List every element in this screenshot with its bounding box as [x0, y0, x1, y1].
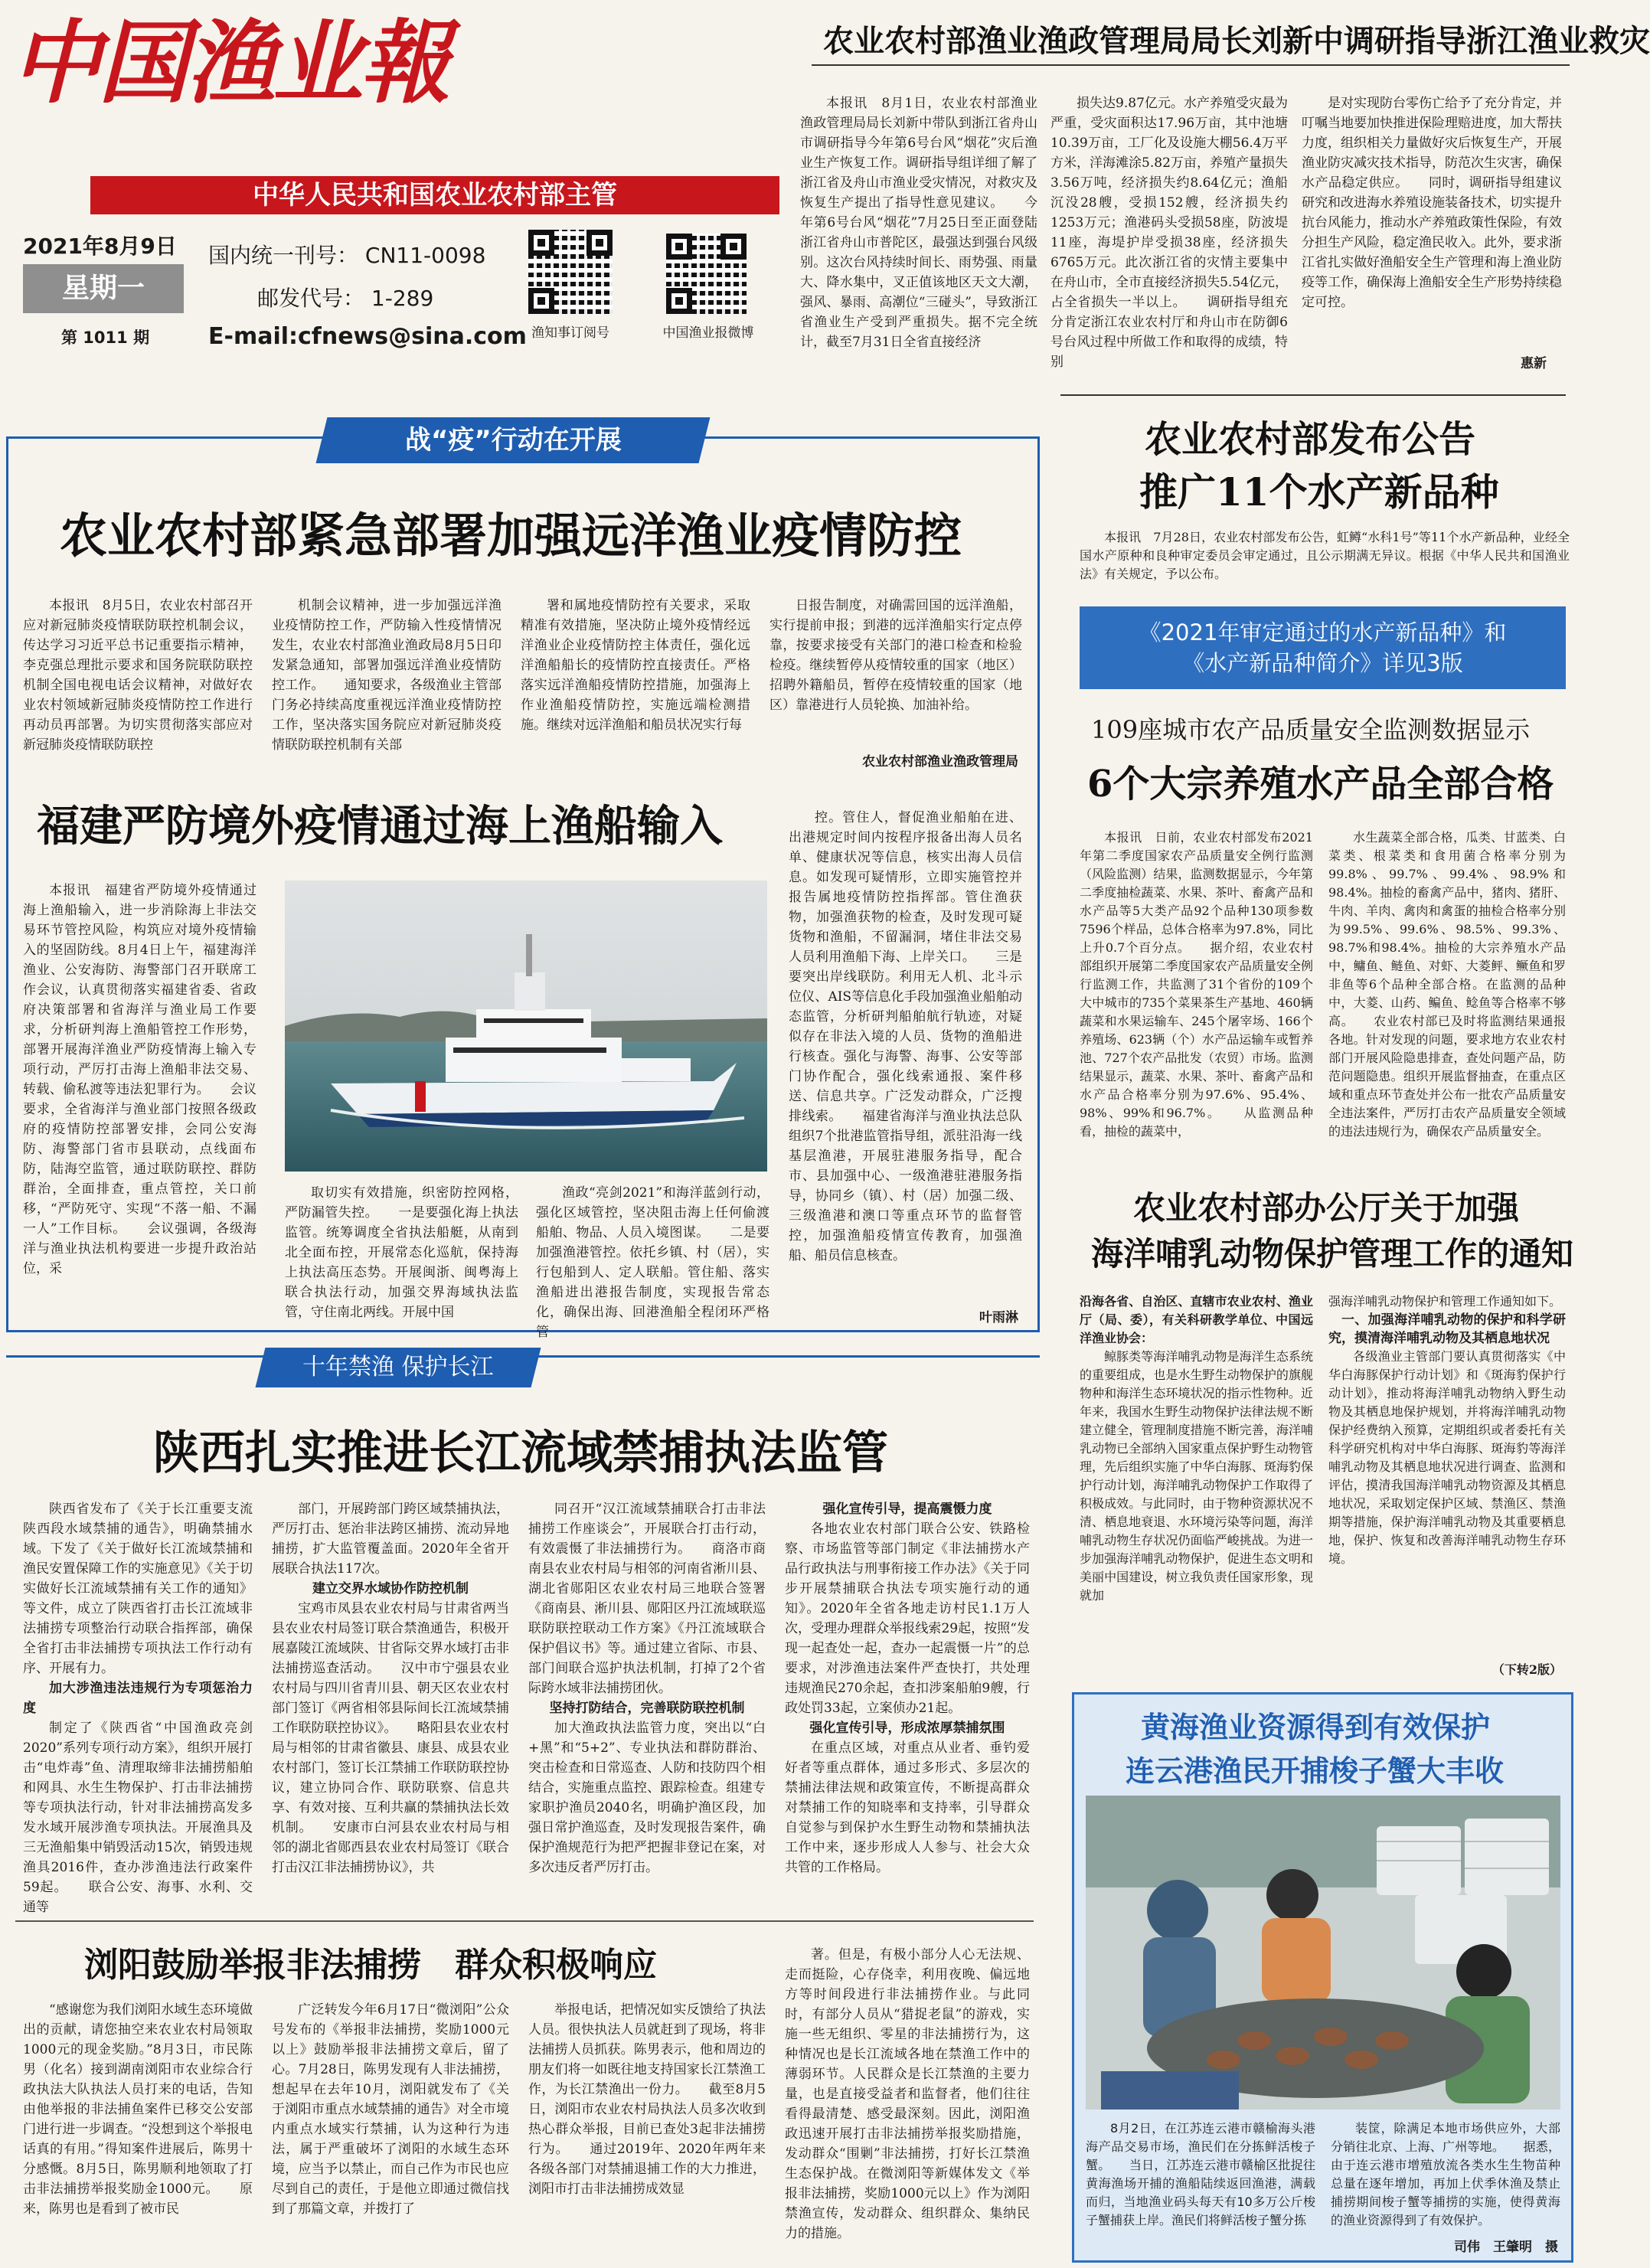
- right-news1-title-2: 推广11个水产新品种: [1139, 469, 1499, 515]
- covid-a1-col2: 机制会议精神，进一步加强远洋渔业疫情防控工作，严防输入性疫情情况发生，农业农村部渔业渔政局8月5日印发紧急通知，部署加强远洋渔业疫情防控工作。 通知要求，各级渔业主管部门务必持续高度重视远洋渔业疫情防控工作，坚决落实国务院应对新冠肺炎疫情联防联控机制有关部: [272, 598, 502, 753]
- yangtze-col2-subhead: 建立交界水域协作防控机制: [312, 1581, 469, 1596]
- qr-label-subscribe: 渔知事订阅号: [531, 325, 609, 341]
- supervisor-banner: 中华人民共和国农业农村部主管: [90, 176, 779, 214]
- email: E-mail:cfnews@sina.com: [208, 323, 527, 350]
- right-news4-caption-1: 8月2日，在江苏连云港市赣榆海头港海产品交易市场，渔民们在分拣鲜活梭子蟹。 当日，江苏连云港市赣榆区批捉往黄海渔场开捕的渔船陆续返回渔港，满载而归，当地渔业码头每天有10多万公斤梭子蟹捕获上岸。渔民们将鲜活梭子蟹分拣: [1086, 2121, 1315, 2227]
- cn-number: 国内统一刊号： CN11-0098: [208, 243, 486, 268]
- top-article-col3: 是对实现防台零伤亡给予了充分肯定，并叮嘱当地要加快推进保险理赔进度，加大帮扶力度，组织相关力量做好灾后恢复生产，开展渔业防灾减灾技术指导，防范次生灾害，确保水产品稳定供应。 同时，调研指导组建议研究和改进海水养殖设施装备技术，切实提升抗台风能力，推动水产养殖政策性保险，有效分担生产风险，稳定渔民收入。此外，要求浙江省扎实做好渔船安全生产管理和海上渔业防疫等工作，确保海上渔船安全生产形势持续稳定可控。: [1302, 96, 1562, 310]
- right-news3-subhead: 一、加强海洋哺乳动物的保护和科学研究，摸清海洋哺乳动物及其栖息地状况: [1328, 1312, 1566, 1346]
- right-news4-title-2: 连云港渔民开捕梭子蟹大丰收: [1126, 1753, 1505, 1788]
- right-news1-box-line-2: 《水产新品种简介》详见3版: [1182, 650, 1463, 676]
- right-news3-continued: （下转2版）: [1492, 1662, 1562, 1677]
- yangtze-col2: 部门，开展跨部门跨区域禁捕执法，严厉打击、惩治非法跨区捕捞、流动异地捕捞，扩大监管覆盖面。2020年全省开展联合执法117次。 建立交界水域协作防控机制 宝鸡市凤县农业农村局与甘肃省两当县农业农村局签订联合禁渔通告，积极开展嘉陵江流域陕、甘省际交界水域打击非法捕捞巡查活动。 汉中市宁强县农业农村局与四川省青川县、朝天区农业农村部门签订《两省相邻县际间长江流域禁捕工作联防联控协议》。 略阳县农业农村局与相邻的甘肃省徽县、康县、成县农业农村部门，签订长江禁捕工作联防联控协议，建立协同合作、联防联察、信息共享、有效对接、互利共赢的禁捕执法长效机制。 安康市白河县农业农村局与相邻的湖北省郧西县农业农村局签订《联合打击汉江非法捕捞协议》，共: [272, 1502, 509, 1875]
- right-news3-title-1: 农业农村部办公厅关于加强: [1133, 1189, 1520, 1227]
- liuyang-rule: [15, 1920, 1034, 1922]
- covid-a1-col4: 日报告制度，对确需回国的远洋渔船，实行提前申报；到港的远洋渔船实行定点停靠，按要求接受有关部门的港口检查和检验检疫。继续暂停从疫情较重的国家（地区）招聘外籍船员，暂停在疫情较重的国家（地区）靠港进行人员轮换、加油补给。: [769, 598, 1022, 713]
- yangtze-headline: 陕西扎实推进长江流域禁捕执法监管: [153, 1426, 888, 1480]
- top-article-col1: 本报讯 8月1日，农业农村部渔业渔政管理局局长刘新中带队到浙江省舟山市调研指导今年第6号台风“烟花”灾后渔业生产恢复工作。调研指导组详细了解了浙江省及舟山市渔业受灾情况，对救灾及恢复生产提出了指导性意见建议。 今年第6号台风“烟花”7月25日至正面登陆浙江省舟山市普陀区，最强达到强台风级别。这次台风持续时间长、雨势强、雨量大、降水集中，叉正值该地区天文大潮，强风、暴雨、高潮位“三碰头”，导致浙江省渔业生产受到严重损失。据不完全统计，截至7月31日全省直接经济: [800, 96, 1037, 350]
- yangtze-col1-subhead: 加大涉渔违法违规行为专项惩治力度: [23, 1681, 253, 1716]
- yangtze-col4: 强化宣传引导，提高震慑力度 各地农业农村部门联合公安、铁路检察、市场监管等部门制定《非法捕捞水产品行政执法与刑事衔接工作办法》《关于同步开展禁捕联合执法专项实施行动的通知》。2020年全省各地走访村民1.1万人次，受理办理群众举报线索29起，按照“发现一起查处一起，查办一起震慑一片”的总要求，对涉渔违法案件严查快打，共处理违规渔民270余起，查扣涉案船舶9艘，行政处罚33起，立案侦办21起。 强化宣传引导，形成浓厚禁捕氛围 在重点区域，对重点从业者、垂钓爱好者等重点群体，通过多形式、多层次的禁捕法律法规和政策宣传，不断提高群众对禁捕工作的知晓率和支持率，引导群众自觉参与到保护水生野生动物和禁捕执法工作中来，逐步形成人人参与、社会大众共管的工作格局。: [785, 1499, 1030, 1905]
- yangtze-col4-subhead-1: 强化宣传引导，提高震慑力度: [822, 1502, 992, 1517]
- top-article-col2: 损失达9.87亿元。水产养殖受灾最为严重，受灾面积达17.96万亩，其中池塘10.39万亩，工厂化及设施大棚56.4万平方米，洋海滩涂5.82万亩，养殖产量损失3.56万吨，经济损失约8.64亿元；渔船沉没28艘，受损152艘，经济损失约1253万元；渔港码头受损58座，防波堤11座，海堤护岸受损38座，经济损失6765万元。此次浙江省的灾情主要集中在舟山市，全市直接经济损失5.54亿元，占全省损失一半以上。 调研指导组充分肯定浙江农业农村厅和舟山市在防御6号台风过程中所做工作和取得的成绩，特别: [1050, 96, 1288, 370]
- covid-a2-col3: 渔政“亮剑2021”和海洋蓝剑行动，强化区域管控，坚决阻击海上任何偷渡船舶、物品、人员入境图谋。 二是要加强渔港管控。依托乡镇、村（居），实行包船到人、定人联船。管住船、落实渔船进出港报告制度，实现报告常态化，确保出海、回港渔船全程闭环严格管: [536, 1185, 769, 1340]
- covid-headline-2: 福建严防境外疫情通过海上渔船输入: [37, 801, 723, 851]
- right-news1-box: [1080, 606, 1566, 689]
- liuyang-headline: 浏阳鼓励举报非法捕捞 群众积极响应: [84, 1946, 657, 1985]
- qr-code-subscribe[interactable]: [528, 230, 613, 314]
- liuyang-col4: 著。但是，有极小部分人心无法规、走而挺险，心存侥幸，利用夜晚、偏远地方等时间段进行非法捕捞作业。与此同时，有部分人员从“猎捉老鼠”的游戏，实施一些无组织、零星的非法捕捞行为，这种情况也是长江流域各地在禁渔工作中的薄弱环节。人民群众是长江禁渔的主要力量，也是直接受益者和监督者，他们往往看得最清楚、感受最深刻。因此，浏阳渔政迅速开展打击非法捕捞举报奖励措施，发动群众“围剿”非法捕捞，打好长江禁渔生态保护战。在微浏阳等新媒体发文《举报非法捕捞，奖励1000元以上》作为浏阳禁渔宣传，发动群众、组织群众、集纳民力的措施。: [785, 1947, 1030, 2241]
- weekday-badge: 星期一: [23, 264, 184, 313]
- issue-date: 2021年8月9日: [23, 234, 177, 259]
- right-news4-title-1: 黄海渔业资源得到有效保护: [1141, 1710, 1491, 1744]
- fishery-patrol-ship-photo: [285, 881, 767, 1172]
- right-news2-kicker: 109座城市农产品质量安全监测数据显示: [1091, 715, 1531, 744]
- right-news1-title-1: 农业农村部发布公告: [1145, 418, 1476, 461]
- yangtze-col3: 同召开“汉江流域禁捕联合打击非法捕捞工作座谈会”，开展联合打击行动，有效震慑了非法捕捞行为。 商洛市商南县农业农村局与相邻的河南省淅川县、湖北省郧阳区农业农村局三地联合签署《商南县、淅川县、郧阳区丹江流域联巡联防联控联动工作方案》《丹江流域联合保护倡议书》等。通过建立省际、市县、部门间联合巡护执法机制，打掉了2个省际跨水域非法捕捞团伙。 坚持打防结合，完善联防联控机制 加大渔政执法监管力度，突出以“白+黑”和“5+2”、专业执法和群防群治、突击检查和日常巡查、人防和技防四个相结合，实施重点监控、跟踪检查。组建专家职护渔员2040名，明确护渔区段，加强日常护渔巡查，及时发现报告案件，确保护渔规范行为把严把握非登记在案，对多次违反者严厉打击。: [528, 1502, 766, 1875]
- yangtze-col4-subhead-2: 强化宣传引导，形成浓厚禁捕氛围: [809, 1721, 1005, 1736]
- crab-sorting-photo: [1086, 1796, 1560, 2110]
- covid-a2-col1: 本报讯 福建省严防境外疫情通过海上渔船输入，进一步消除海上非法交易环节管控风险，构筑应对境外疫情输入的坚固防线。8月4日上午，福建海洋渔业、公安海防、海警部门召开联席工作会议，认真贯彻落实福建省委、省政府决策部署和省海洋与渔业局工作要求，分析研判海上渔船管控工作形势，部署开展海洋渔业严防疫情海上输入专项行动，严厉打击海上渔船非法交易、转载、偷私渡等违法犯罪行为。 会议要求，全省海洋与渔业部门按照各级政府的疫情防控部署安排，会同公安海防、海警部门省市县联动，点线面布防，陆海空监管，通过联防联控、群防群治，全面排查，重点管控，关口前移，“严防死守、实现“不落一船、不漏一人”工作目标。 会议强调，各级海洋与渔业执法机构要进一步提升政治站位，采: [23, 883, 256, 1276]
- liuyang-col1: “感谢您为我们浏阳水域生态环境做出的贡献，请您抽空来农业农村局领取1000元的现金奖励。”8月3日，市民陈男（化名）接到湖南浏阳市农业综合行政执法大队执法人员打来的电话，告知由他举报的非法捕鱼案件已移交公安部门进行进一步调查。“没想到这个举报电话真的有用。”得知案件进展后，陈男十分感慨。8月5日，陈男顺利地领取了打击非法捕捞举报奖励金1000元。 原来，陈男也是看到了被市民: [23, 2002, 253, 2217]
- right-news1-box-line-1: 《2021年审定通过的水产新品种》和: [1139, 619, 1507, 645]
- covid-section-tag: 战“疫”行动在开展: [316, 417, 711, 463]
- logo: 中国渔业報: [11, 9, 448, 116]
- right-news3-title-2: 海洋哺乳动物保护管理工作的通知: [1091, 1235, 1574, 1273]
- covid-headline-1: 农业农村部紧急部署加强远洋渔业疫情防控: [60, 508, 962, 564]
- liuyang-col3: 举报电话，把情况如实反馈给了执法人员。很快执法人员就赶到了现场，将非法捕捞人员抓获。陈男表示，他和周边的朋友们将一如既往地支持国家长江禁渔工作，为长江禁渔出一份力。 截至8月5日，浏阳市农业农村局执法人员多次收到热心群众举报，目前已查处3起非法捕捞行为。 通过2019年、2020年两年来各级各部门对禁捕退捕工作的大力推进，浏阳市打击非法捕捞成效显: [528, 2002, 766, 2197]
- covid-a1-col1: 本报讯 8月5日，农业农村部召开应对新冠肺炎疫情联防联控机制会议，传达学习习近平总书记重要指示精神，李克强总理批示要求和国务院联防联控机制全国电视电话会议精神，对做好农业农村领域新冠肺炎疫情防控工作进行再动员再部署。为切实贯彻落实部应对新冠肺炎疫情联防联控: [23, 598, 253, 753]
- qr-label-weibo: 中国渔业报微博: [662, 325, 754, 341]
- right-news3-addressee: 沿海各省、自治区、直辖市农业农村、渔业厅（局、委），有关科研教学单位、中国远洋渔业协会：: [1080, 1294, 1313, 1345]
- right-news3-col1: 沿海各省、自治区、直辖市农业农村、渔业厅（局、委），有关科研教学单位、中国远洋渔业协会： 鲸豚类等海洋哺乳动物是海洋生态系统的重要组成，也是水生野生动物保护的旗舰物种和海洋生态环境状况的指示性物种。近年来，我国水生野生动物保护法律法规不断建立健全，管理制度措施不断完善，海洋哺乳动物已全部纳入国家重点保护野生动物管理，先后组织实施了中华白海豚、斑海豹保护行动计划，海洋哺乳动物保护工作取得了积极成效。与此同时，由于物种资源状况不清、栖息地衰退、水环境污染等问题，海洋哺乳动物生存状况仍面临严峻挑战。为进一步加强海洋哺乳动物保护，促进生态文明和美丽中国建设，树立我负责任国家形象，现就加: [1080, 1294, 1313, 1603]
- right-news1-body: 本报讯 7月28日，农业农村部发布公告，虹鳟“水科1号”等11个水产新品种，业经全国水产原种和良种审定委员会审定通过，且公示期满无异议。根据《中华人民共和国渔业法》有关规定，予以公布。: [1080, 530, 1570, 581]
- right-news2-title: 6个大宗养殖水产品全部合格: [1087, 763, 1554, 806]
- covid-a2-col4: 控。管住人，督促渔业船舶在进、出港规定时间内按程序报备出海人员名单、健康状况等信息，核实出海人员信息。如发现可疑情形，立即实施管控并报告属地疫情防控指挥部。管住渔获物，加强渔获物的检查，及时发现可疑货物和渔船，不留漏洞，堵住非法交易人员利用渔船下海、上岸关口。 三是要突出岸线联防。利用无人机、北斗示位仪、AIS等信息化手段加强渔业船舶动态监管，分析研判船舶航行轨迹，对疑似存在非法入境的人员、货物的渔船进行核查。强化与海警、海事、公安等部门协作配合，强化线索通报、案件移送、信息共享。广泛发动群众，广泛搜排线索。 福建省海洋与渔业执法总队组织7个批港监管指导组，派驻沿海一线基层渔港，开展驻港服务指导，配合市、县加强中心、一级渔港驻港服务指导，协同乡（镇）、村（居）加强二级、三级渔港和澳口等重点环节的监督管控，加强渔船疫情宣传教育，加强渔船、船员信息核查。: [789, 810, 1022, 1263]
- right-news3-col2: 强海洋哺乳动物保护和管理工作通知如下。 一、加强海洋哺乳动物的保护和科学研究，摸清海洋哺乳动物及其栖息地状况 各级渔业主管部门要认真贯彻落实《中华白海豚保护行动计划》和《斑海豹保护行动计划》，推动将海洋哺乳动物纳入野生动物及其栖息地保护规划，并将海洋哺乳动物保护经费纳入预算，定期组织或者委托有关科学研究机构对中华白海豚、斑海豹等海洋哺乳动物及其栖息地状况进行调查、监测和评估，摸清我国海洋哺乳动物资源及其栖息地状况，采取划定保护区域、禁渔区、禁渔期等措施，保护海洋哺乳动物及其重要栖息地，保护、恢复和改善海洋哺乳动物生存环境。: [1328, 1294, 1566, 1566]
- right-news4-photo-credit: 司伟 王肇明 摄: [1454, 2240, 1558, 2255]
- yangtze-col1: 陕西省发布了《关于长江重要支流陕西段水域禁捕的通告》，明确禁捕水域。下发了《关于做好长江流域禁捕和渔民安置保障工作的实施意见》《关于切实做好长江流域禁捕有关工作的通知》等文件，成立了陕西省打击长江流域非法捕捞专项整治行动联合指挥部，确保全省打击非法捕捞专项执法工作行动有序、开展有力。 加大涉渔违法违规行为专项惩治力度 制定了《陕西省“中国渔政亮剑2020”系列专项行动方案》，组织开展打击“电炸毒”鱼、清理取缔非法捕捞船舶和网具、水生生物保护、打击非法捕捞等专项执法行动，针对非法捕捞高发多发水域开展涉渔专项执法。开展渔具及三无渔船集中销毁活动15次，销毁违规渔具2016件，查办涉渔违法行政案件59起。 联合公安、海事、水利、交通等: [23, 1502, 253, 1915]
- postal-code: 邮发代号： 1-289: [257, 286, 434, 311]
- liuyang-col2: 广泛转发今年6月17日“微浏阳”公众号发布的《举报非法捕捞，奖励1000元以上》鼓励举报非法捕捞文章后，留了心。7月28日，陈男发现有人非法捕捞，想起早在去年10月，浏阳就发布了《关于浏阳市重点水域禁捕的通告》对全市境内重点水域实行禁捕，认为这种行为违法，属于严重破坏了浏阳的水域生态环境，应当予以禁止，而自己作为市民也应尽到自己的责任，于是他立即通过微信找到了那篇文章，并拨打了: [272, 2002, 509, 2217]
- qr-code-weibo[interactable]: [666, 234, 747, 314]
- top-title-rule: [812, 64, 1570, 66]
- covid-a1-col3: 署和属地疫情防控有关要求，采取精准有效措施，坚决防止境外疫情经远洋渔业企业疫情防控主体责任，强化远洋渔船船长的疫情防控直接责任。严格落实远洋渔船疫情防控措施，加强海上作业渔船疫情防控，实施远端检测措施。继续对远洋渔船和船员状况实行每: [521, 598, 750, 733]
- yangtze-section-tag: 十年禁渔 保护长江: [256, 1348, 541, 1387]
- right-news4-caption-2: 装筐，除满足本地市场供应外，大部分销往北京、上海、广州等地。 据悉，由于连云港市增殖放流各类水生生物苗种总量在逐年增加，再加上伏季休渔及禁止捕捞期间梭子蟹等捕捞的实施，使得黄海的渔业资源得到了有效保护。: [1331, 2121, 1560, 2227]
- right-news2-col2: 水生蔬菜全部合格，瓜类、甘蓝类、白菜类、根菜类和食用菌合格率分别为99.8%、99.7%、99.4%、98.9%和98.4%。抽检的畜禽产品中，猪肉、猪肝、牛肉、羊肉、禽肉和禽蛋的抽检合格率分别为99.5%、99.6%、98.5%、99.3%、98.7%和98.4%。抽检的大宗养殖水产品中，鳙鱼、鲢鱼、对虾、大菱鲆、鳜鱼和罗非鱼等6个品种全部合格。在监测的品种中，大菱、山药、鳊鱼、鲶鱼等合格率不够高。 农业农村部已及时将监测结果通报各地。针对发现的问题，要求地方农业农村部门开展风险隐患排查，查处问题产品，防范问题隐患。组织开展监督抽查，在重点区域和重点环节查处并公布一批农产品质量安全违法案件，严厉打击农产品质量安全领域的违法违规行为，确保农产品质量安全。: [1328, 830, 1566, 1139]
- right-news2-col1: 本报讯 日前，农业农村部发布2021年第二季度国家农产品质量安全例行监测（风险监测）结果，监测数据显示，今年第二季度抽检蔬菜、水果、茶叶、畜禽产品和水产品等5大类产品92个品种130项参数7596个样品，总体合格率为97.8%，同比上升0.7个百分点。 据介绍，农业农村部组织开展第二季度国家农产品质量安全例行监测工作，共监测了31个省份的109个大中城市的735个菜果茶生产基地、460辆蔬菜和水果运输车、245个屠宰场、166个养殖场、623辆（个）水产品运输车或暂养池、727个农产品批发（农贸）市场。监测结果显示，蔬菜、水果、茶叶、畜禽产品和水产品合格率分别为97.6%、95.4%、98%、99%和96.7%。 从监测品种看，抽检的蔬菜中，: [1080, 830, 1313, 1139]
- right-column-rule: [1060, 394, 1566, 396]
- issue-number: 第 1011 期: [61, 328, 150, 347]
- covid-a1-byline: 农业农村部渔业渔政管理局: [862, 754, 1018, 770]
- covid-a2-byline: 叶雨淋: [979, 1310, 1018, 1325]
- covid-a2-col2: 取切实有效措施，织密防控网格，严防漏管失控。 一是要强化海上执法监管。统筹调度全省执法船艇，从南到北全面布控，开展常态化巡航，保持海上执法高压态势。开展闽浙、闽粤海上联合执法行动，加强交界海域执法监管，守住南北两线。开展中国: [285, 1185, 518, 1320]
- yangtze-col3-subhead: 坚持打防结合，完善联防联控机制: [549, 1701, 745, 1716]
- top-article-title: 农业农村部渔业渔政管理局局长刘新中调研指导浙江渔业救灾: [823, 23, 1650, 59]
- top-article-byline: 惠新: [1521, 356, 1547, 371]
